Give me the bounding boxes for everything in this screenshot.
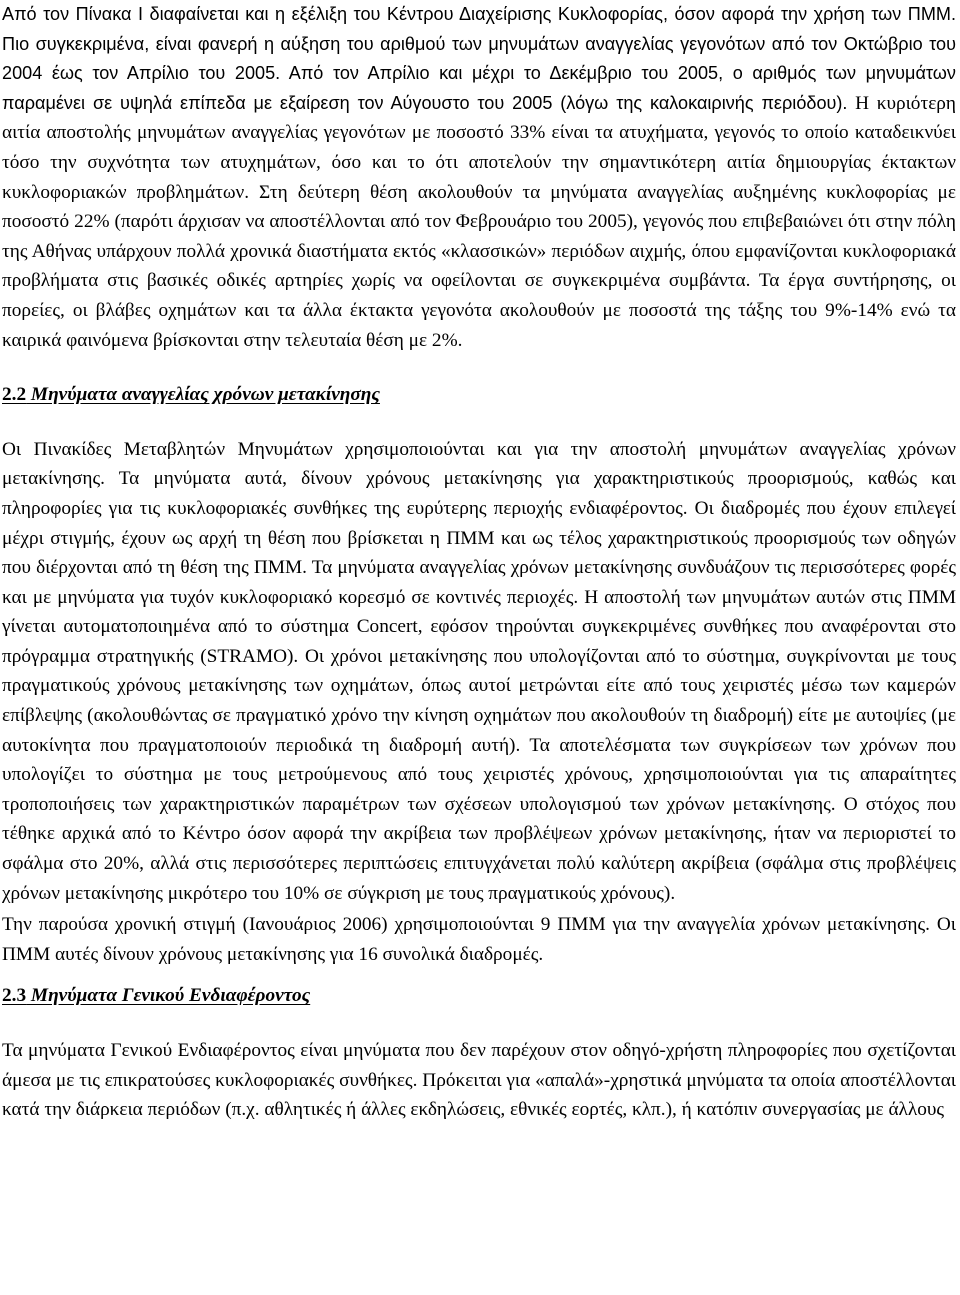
- section-number: 2.3: [2, 985, 27, 1007]
- spacer: [2, 355, 956, 380]
- intro-sentence-1: Από τον Πίνακα Ι διαφαίνεται και η εξέλιξη του Κέντρου Διαχείρισης Κυκλοφορίας, όσον αφορά την χρήση των ΠΜΜ. Πιο συγκεκριμένα, είναι φανερή η αύξηση του αριθμού των μηνυμάτων αναγγελίας γεγονότων από τον Οκτώβριο του 2004 έως τον Απρίλιο του 2005.: [2, 4, 956, 84]
- travel-times-count-paragraph: Την παρούσα χρονική στιγμή (Ιανουάριος 2006) χρησιμοποιούνται 9 ΠΜΜ για την αναγγελία χρόνων μετακίνησης. Οι ΠΜΜ αυτές δίνουν χρόνους μετακίνησης για 16 συνολικά διαδρομές.: [2, 914, 956, 965]
- spacer: [2, 969, 956, 981]
- intro-paragraph: [2, 0, 956, 355]
- document-page: [2, 0, 956, 1125]
- section-title: Μηνύματα Γενικού Ενδιαφέροντος: [26, 985, 311, 1007]
- spacer: [2, 410, 956, 435]
- section-heading-2-2: [2, 380, 956, 410]
- intro-sentence-4: Στη δεύτερη θέση ακολουθούν τα μηνύματα αναγγελίας αυξημένης κυκλοφορίας με ποσοστό 22% (παρότι άρχισαν να αποστέλλονται από τον Φεβρουάριο του 2005), γεγονός που επιβεβαιώνει ότι στην πόλη της Αθήνας υπάρχουν πολλά χρονικά διαστήματα εκτός «κλασσικών» περιόδων αιχμής, όπου εμφανίζονται κυκλοφοριακά προβλήματα στις βασικές οδικές αρτηρίες χωρίς να οφείλονται σε συγκεκριμένα συμβάντα. Τα έργα συντήρησης, οι πορείες, οι βλάβες οχημάτων και τα άλλα έκτακτα γεγονότα ακολουθούν με ποσοστά της τάξης του 9%-14% ενώ τα καιρικά φαινόμενα βρίσκονται στην τελευταία θέση με 2%.: [2, 181, 956, 351]
- intro-sentence-3: Η κυριότερη αιτία αποστολής μηνυμάτων αναγγελίας γεγονότων με ποσοστό 33% είναι τα ατυχήματα, γεγονός το οποίο καταδεικνύει τόσο την συχνότητα των ατυχημάτων, όσο και το ότι αποτελούν την σημαντικότερη αιτία δημιουργίας έκτακτων κυκλοφοριακών προβλημάτων.: [2, 92, 957, 203]
- spacer: [2, 1011, 956, 1036]
- section-title: Μηνύματα αναγγελίας χρόνων μετακίνησης: [26, 384, 380, 406]
- travel-times-paragraph: Οι Πινακίδες Μεταβλητών Μηνυμάτων χρησιμοποιούνται και για την αποστολή μηνυμάτων αναγγελίας χρόνων μετακίνησης. Τα μηνύματα αυτά, δίνουν χρόνους μετακίνησης για χαρακτηριστικούς προορισμούς, καθώς και πληροφορίες για τις κυκλοφοριακές συνθήκες της ευρύτερης περιοχής ενδιαφέροντος. Οι διαδρομές που έχουν επιλεγεί μέχρι στιγμής, έχουν ως αρχή τη θέση που βρίσκεται η ΠΜΜ και ως τέλος χαρακτηριστικούς προορισμούς των οδηγών που διέρχονται από τη θέση της ΠΜΜ. Τα μηνύματα αναγγελίας χρόνων μετακίνησης συνδυάζουν τις περισσότερες φορές και με μηνύματα για τυχόν κυκλοφοριακό κορεσμό σε κοντινές περιοχές. Η αποστολή των μηνυμάτων αυτών στις ΠΜΜ γίνεται αυτοματοποιημένα από το σύστημα Concert, εφόσον τηρούνται συγκεκριμένες συνθήκες που αναφέρονται στο πρόγραμμα στρατηγικής (STRAMO). Οι χρόνοι μετακίνησης που υπολογίζονται από το σύστημα, συγκρίνονται με τους πραγματικούς χρόνους μετακίνησης των οχημάτων, όπως αυτοί μετρώνται είτε από τους χειριστές μέσω των καμερών επίβλεψης (ακολουθώντας σε πραγματικό χρόνο την κίνηση οχημάτων που ακολουθούν τη διαδρομή) είτε με αυτοψίες (με αυτοκίνητα που πραγματοποιούν περιοδικά τη διαδρομή αυτή). Τα αποτελέσματα των συγκρίσεων των χρόνων που υπολογίζει το σύστημα με τους μετρούμενους από τους χειριστές χρόνους, χρησιμοποιούνται για τις απαραίτητες τροποποιήσεις των χαρακτηριστικών παραμέτρων των σχέσεων υπολογισμού των χρόνων μετακίνησης. Ο στόχος που τέθηκε αρχικά από το Κέντρο όσον αφορά την ακρίβεια των προβλέψεων χρόνων μετακίνησης, ήταν να περιοριστεί το σφάλμα στο 20%, αλλά στις περισσότερες περιπτώσεις επιτυγχάνεται πολύ καλύτερη ακρίβεια (σφάλμα στις προβλέψεις χρόνων μετακίνησης μικρότερο του 10% σε σύγκριση με τους πραγματικούς χρόνους).: [2, 438, 956, 904]
- general-interest-paragraph: Τα μηνύματα Γενικού Ενδιαφέροντος είναι μηνύματα που δεν παρέχουν στον οδηγό-χρήστη πληροφορίες που σχετίζονται άμεσα με τις επικρατούσες κυκλοφοριακές συνθήκες. Πρόκειται για «απαλά»-χρηστικά μηνύματα τα οποία αποστέλλονται κατά την διάρκεια περιόδων (π.χ. αθλητικές ή άλλες εκδηλώσεις, εθνικές εορτές, κλπ.), ή κατόπιν συνεργασίας με άλλους: [2, 1040, 956, 1121]
- section-number: 2.2: [2, 384, 27, 406]
- section-heading-2-3: [2, 981, 956, 1011]
- intro-sentence-2: Από τον Απρίλιο και μέχρι το Δεκέμβριο του 2005, ο αριθμός των μηνυμάτων παραμένει σε υψηλά επίπεδα με εξαίρεση τον Αύγουστο του 2005 (λόγω της καλοκαιρινής περιόδου).: [2, 63, 956, 113]
